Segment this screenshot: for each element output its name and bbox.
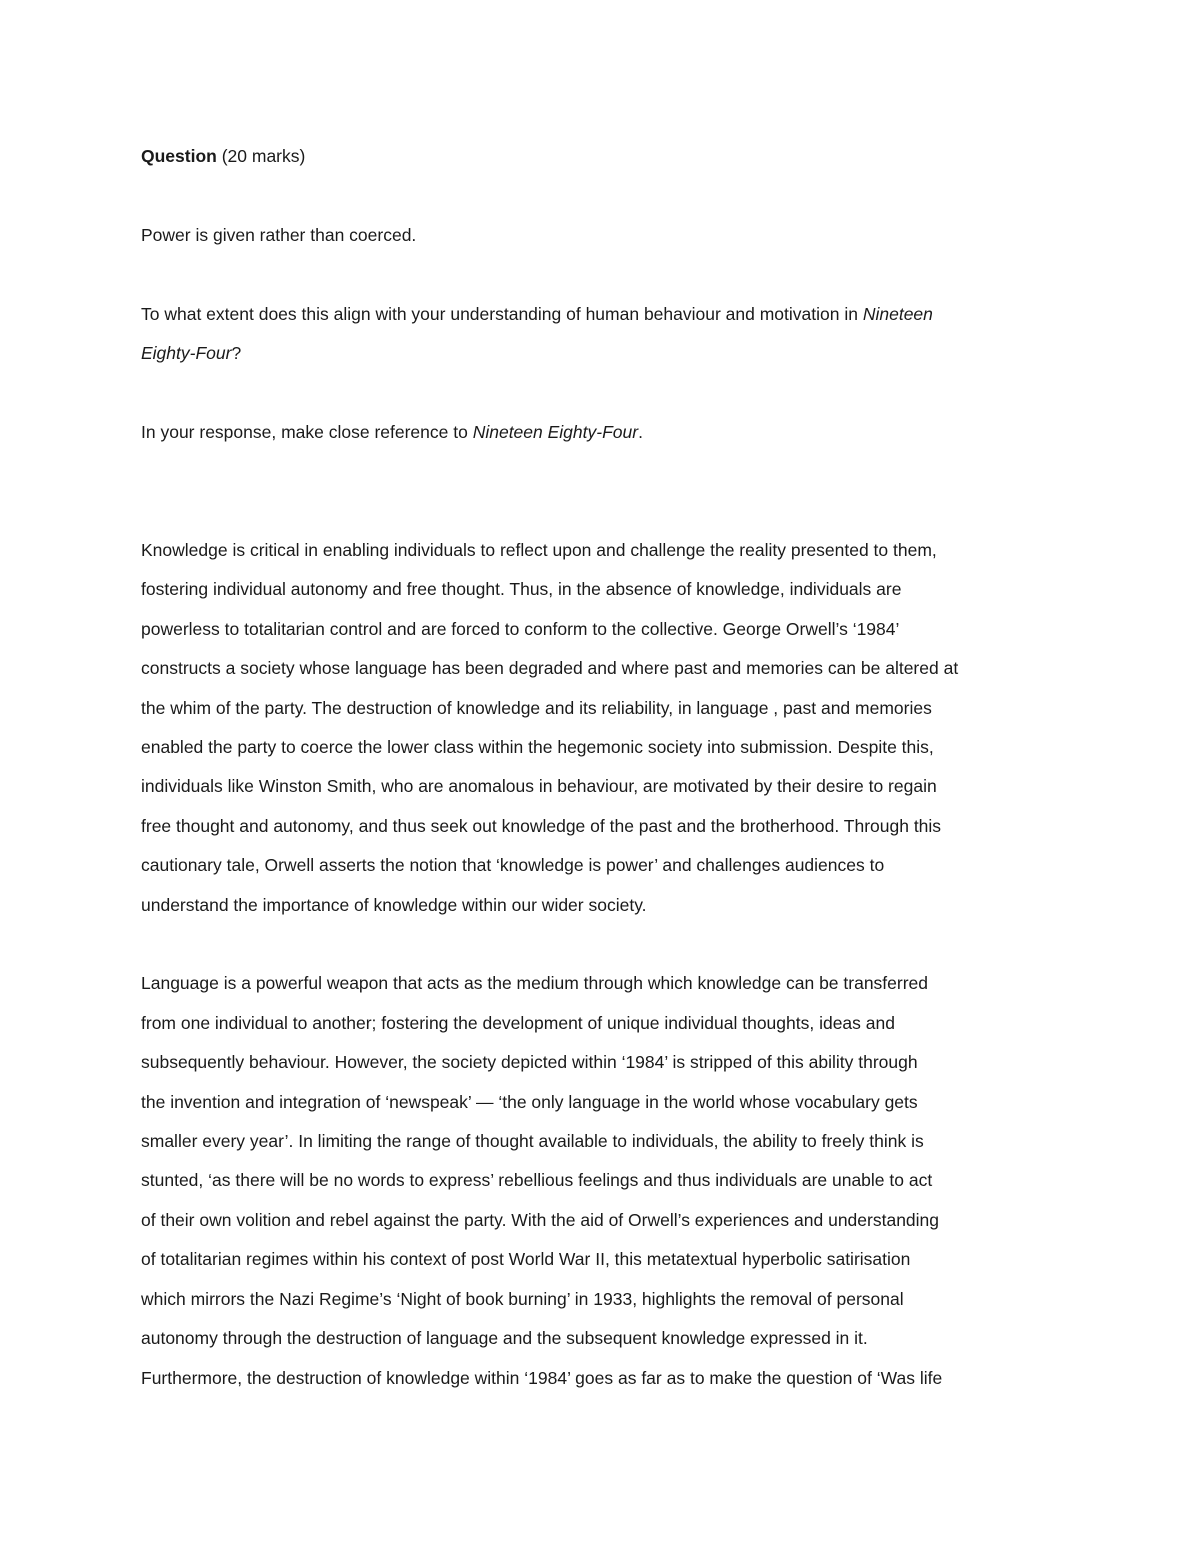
paragraph-line: Knowledge is critical in enabling individuals to reflect upon and challenge the reality presented to them, [141,540,937,560]
book-title-part-2: Eighty-Four [141,343,232,363]
paragraph-line: from one individual to another; fostering the development of unique individual thoughts, ideas and [141,1012,895,1033]
spacer [141,176,1076,215]
paragraph-line: constructs a society whose language has been degraded and where past and memories can be altered at [141,658,959,679]
book-title-part-1: Nineteen [862,303,933,324]
question-heading [141,137,1076,176]
question-marks: (20 marks) [216,146,306,166]
paragraph-line: Furthermore, the destruction of knowledge within ‘1984’ goes as far as to make the question of ‘Was life [141,1367,943,1388]
instruction-period: . [638,421,643,442]
spacer [141,452,1076,531]
paragraph-line: stunted, ‘as there will be no words to express’ rebellious feelings and thus individuals are unable to act [141,1170,933,1191]
paragraph-line: enabled the party to coerce the lower class within the hegemonic society into submission. Despite this, [141,737,934,758]
paragraph-line: autonomy through the destruction of language and the subsequent knowledge expressed in it. [141,1328,868,1349]
spacer [141,925,1076,964]
question-prompt-text: To what extent does this align with your understanding of human behaviour and motivation in [141,303,863,324]
paragraph-line: the invention and integration of ‘newspeak’ — ‘the only language in the world whose vocabulary gets [141,1091,918,1112]
question-mark: ? [231,343,242,363]
question-heading-label: Question [141,146,217,166]
paragraph-line: fostering individual autonomy and free thought. Thus, in the absence of knowledge, individuals are [141,579,902,600]
paragraph-line: which mirrors the Nazi Regime’s ‘Night of book burning’ in 1933, highlights the removal of personal [141,1288,904,1309]
paragraph-line: understand the importance of knowledge within our wider society. [141,894,647,915]
paragraph-line: of totalitarian regimes within his context of post World War II, this metatextual hyperbolic satirisation [141,1249,911,1270]
paragraph-line: subsequently behaviour. However, the society depicted within ‘1984’ is stripped of this ability through [141,1052,918,1073]
paragraph-line: of their own volition and rebel against the party. With the aid of Orwell’s experiences and understanding [141,1209,940,1230]
question-instruction [141,413,1076,452]
paragraph-line: smaller every year’. In limiting the range of thought available to individuals, the ability to freely think is [141,1131,924,1152]
essay-paragraph-2 [141,964,1076,1397]
spacer [141,373,1076,412]
paragraph-line: free thought and autonomy, and thus seek out knowledge of the past and the brotherhood. Through this [141,815,942,836]
paragraph-line: Language is a powerful weapon that acts as the medium through which knowledge can be transferred [141,973,929,994]
essay-paragraph-1 [141,531,1076,925]
question-prompt-line-1 [141,295,1076,334]
paragraph-line: the whim of the party. The destruction of knowledge and its reliability, in language , past and memories [141,697,932,718]
question-statement: Power is given rather than coerced. [141,224,417,245]
book-title: Nineteen Eighty-Four [472,421,639,442]
spacer [141,255,1076,294]
paragraph-line: individuals like Winston Smith, who are anomalous in behaviour, are motivated by their desire to regain [141,776,937,797]
question-prompt-line-2 [141,334,1076,373]
document-body [141,137,1076,1398]
question-prompt [141,295,1076,374]
paragraph-line: cautionary tale, Orwell asserts the notion that ‘knowledge is power’ and challenges audiences to [141,855,885,876]
instruction-text: In your response, make close reference to [141,421,473,442]
paragraph-line: powerless to totalitarian control and are forced to conform to the collective. George Orwell’s ‘1984’ [141,618,900,639]
